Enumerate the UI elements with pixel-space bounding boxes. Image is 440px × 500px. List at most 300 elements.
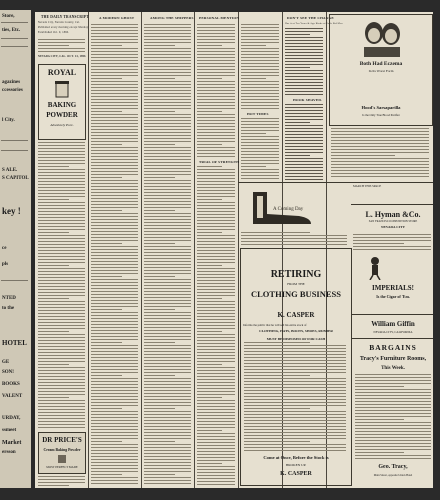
text-line (285, 152, 323, 153)
text-line (38, 322, 85, 323)
text-line (144, 195, 191, 196)
text-line (197, 144, 222, 145)
text-line (38, 271, 85, 272)
text-line (91, 183, 138, 184)
text-line (144, 216, 191, 217)
text-line (197, 376, 235, 377)
text-line (91, 246, 138, 247)
casper-headline-small: FROM THE (287, 282, 305, 286)
text-line (91, 303, 138, 304)
text-line (285, 34, 310, 35)
text-line (244, 390, 346, 391)
text-line (91, 321, 138, 322)
text-line (91, 168, 138, 169)
text-line (144, 366, 191, 367)
hyman-city: NEVADA CITY (381, 225, 405, 229)
text-line (197, 262, 235, 263)
text-line (241, 124, 279, 125)
casper-line: Informs the public that he will sell his entire stock of (243, 323, 307, 327)
text-line (91, 201, 138, 202)
text-line (91, 438, 138, 439)
text-line (144, 408, 175, 409)
text-line (144, 84, 191, 85)
masthead-title: THE DAILY TRANSCRIPT (41, 15, 89, 19)
dr-prices-tag: MOST PERFECT MADE (46, 465, 78, 469)
text-line (197, 457, 235, 458)
text-line (244, 360, 346, 361)
text-line (331, 140, 429, 141)
text-line (285, 67, 310, 68)
text-line (38, 476, 85, 477)
text-line (91, 294, 138, 295)
text-line (241, 232, 310, 233)
text-line (244, 399, 346, 400)
text-line (91, 435, 138, 436)
text-line (197, 166, 222, 167)
text-line (355, 374, 431, 375)
text-line (91, 381, 138, 382)
text-line (91, 372, 138, 373)
text-line (285, 28, 323, 29)
text-line (355, 407, 431, 408)
column-head: TRIAL OF STRENGTH (199, 160, 240, 164)
text-line (38, 217, 85, 218)
text-line (91, 348, 138, 349)
tracy-signature: Geo. Tracy, (378, 464, 408, 470)
text-line (91, 453, 138, 454)
text-line (38, 187, 85, 188)
text-line (38, 316, 85, 317)
text-line (285, 143, 323, 144)
text-line (38, 142, 85, 143)
text-line (197, 175, 235, 176)
text-line (144, 291, 191, 292)
text-line (38, 274, 85, 275)
text-line (331, 134, 429, 135)
text-line (91, 369, 138, 370)
text-line (38, 340, 85, 341)
text-line (144, 429, 191, 430)
text-line (91, 150, 138, 151)
section-rule (351, 338, 433, 339)
text-line (91, 288, 138, 289)
text-line (144, 150, 191, 151)
masthead-line: Published every morning except Monday (38, 26, 89, 29)
text-line (285, 161, 323, 162)
text-line (38, 226, 85, 227)
text-line (197, 39, 235, 40)
text-line (91, 297, 138, 298)
text-line (197, 153, 235, 154)
text-line (144, 252, 191, 253)
text-line (355, 392, 431, 393)
text-line (355, 398, 431, 399)
text-line (38, 268, 85, 269)
text-line (355, 434, 431, 435)
text-line (91, 366, 138, 367)
text-line (197, 114, 235, 115)
text-line (197, 232, 222, 233)
text-line (38, 244, 85, 245)
text-line (144, 390, 191, 391)
text-line (144, 348, 191, 349)
text-line (197, 442, 235, 443)
text-line (144, 144, 175, 145)
text-line (197, 310, 235, 311)
text-line (144, 288, 191, 289)
text-line (144, 357, 191, 358)
text-line (38, 349, 85, 350)
text-line (38, 310, 85, 311)
text-line (197, 193, 235, 194)
text-line (244, 396, 346, 397)
text-line (244, 366, 346, 367)
text-line (144, 237, 191, 238)
text-line (144, 441, 175, 442)
text-line (91, 105, 138, 106)
text-line (285, 149, 323, 150)
text-line (91, 198, 138, 199)
text-line (91, 129, 138, 130)
text-line (197, 478, 235, 479)
text-line (91, 342, 122, 343)
text-line (38, 45, 69, 46)
text-line (197, 190, 235, 191)
text-line (241, 127, 279, 128)
text-line (91, 399, 138, 400)
text-line (197, 147, 235, 148)
text-line (241, 54, 279, 55)
text-line (285, 82, 323, 83)
text-line (355, 458, 431, 459)
text-line (144, 201, 191, 202)
text-line (197, 349, 235, 350)
text-line (144, 420, 191, 421)
text-line (38, 325, 85, 326)
text-line (38, 208, 85, 209)
text-line (144, 165, 191, 166)
text-line (244, 405, 346, 406)
text-line (91, 81, 138, 82)
text-line (144, 69, 191, 70)
text-line (197, 150, 235, 151)
text-line (197, 57, 235, 58)
text-line (144, 447, 191, 448)
text-line (244, 417, 346, 418)
text-line (38, 148, 85, 149)
text-line (144, 156, 191, 157)
text-line (144, 33, 191, 34)
text-line (91, 93, 138, 94)
text-line (38, 280, 85, 281)
column-head: PERSONAL MENTION (199, 16, 240, 20)
text-line (144, 468, 191, 469)
text-line (355, 404, 431, 405)
text-line (241, 81, 279, 82)
text-line (91, 375, 122, 376)
text-line (285, 155, 310, 156)
text-line (91, 414, 138, 415)
text-line (197, 463, 222, 464)
text-line (197, 436, 235, 437)
text-line (197, 93, 235, 94)
text-line (38, 367, 85, 368)
strip-text: ties, Etc. (2, 28, 21, 33)
strip-text: HOTEL (2, 339, 27, 347)
text-line (91, 276, 122, 277)
text-line (244, 363, 346, 364)
text-line (197, 250, 235, 251)
text-line (91, 462, 138, 463)
tracy-sub: This Week. (381, 366, 405, 371)
text-line (91, 219, 138, 220)
text-line (241, 42, 279, 43)
text-line (197, 454, 235, 455)
text-line (38, 376, 85, 377)
text-line (38, 373, 85, 374)
text-line (144, 258, 191, 259)
text-line (355, 428, 431, 429)
text-line (241, 75, 279, 76)
text-line (244, 429, 346, 430)
text-line (144, 138, 191, 139)
text-line (353, 240, 431, 241)
text-line (244, 351, 346, 352)
text-line (241, 154, 279, 155)
text-line (144, 36, 191, 37)
text-line (197, 45, 222, 46)
text-line (355, 386, 404, 387)
text-line (144, 168, 191, 169)
text-line (241, 87, 279, 88)
text-line (197, 352, 235, 353)
text-line (331, 155, 395, 156)
text-line (91, 120, 138, 121)
casper-line: Come at Once, Before the Stock is (263, 455, 329, 460)
text-line (144, 135, 191, 136)
text-line (144, 279, 191, 280)
text-line (197, 24, 235, 25)
text-line (285, 137, 323, 138)
casper-signature: K. CASPER (280, 471, 312, 477)
text-line (91, 291, 138, 292)
text-line (38, 313, 85, 314)
tracy-name: Tracy's Furniture Rooms, (359, 356, 427, 362)
text-line (91, 204, 138, 205)
casper-line: CLOTHING, HATS, BOOTS, SHOES, RUBBER (259, 329, 333, 333)
text-line (285, 70, 323, 71)
text-line (38, 232, 69, 233)
text-line (144, 483, 191, 484)
text-line (38, 400, 85, 401)
text-line (91, 75, 138, 76)
text-line (197, 277, 235, 278)
text-line (197, 253, 235, 254)
text-line (144, 270, 191, 271)
text-line (244, 408, 310, 409)
text-line (91, 384, 138, 385)
text-line (241, 90, 279, 91)
text-line (244, 345, 346, 346)
text-line (144, 60, 191, 61)
text-line (244, 411, 346, 412)
text-line (197, 301, 235, 302)
text-line (91, 90, 138, 91)
text-line (285, 116, 323, 117)
text-line (197, 481, 235, 482)
casper-headline: RETIRING (270, 269, 322, 280)
text-line (144, 453, 191, 454)
text-line (197, 268, 235, 269)
text-line (91, 114, 138, 115)
text-line (91, 279, 138, 280)
text-line (91, 270, 138, 271)
text-line (91, 354, 138, 355)
text-line (91, 315, 138, 316)
text-line (197, 126, 235, 127)
text-line (285, 64, 323, 65)
text-line (91, 99, 138, 100)
text-line (144, 108, 191, 109)
text-line (244, 426, 346, 427)
text-line (197, 445, 235, 446)
royal-ad-top: ROYAL (47, 68, 77, 77)
text-line (197, 394, 235, 395)
text-line (197, 298, 222, 299)
text-line (144, 78, 175, 79)
text-line (144, 72, 191, 73)
text-line (355, 452, 404, 453)
text-line (285, 134, 323, 135)
text-line (197, 391, 235, 392)
strip-text: to the (2, 306, 15, 311)
text-line (38, 160, 85, 161)
text-line (91, 144, 122, 145)
text-line (241, 133, 266, 134)
text-line (91, 474, 122, 475)
text-line (197, 367, 235, 368)
text-line (241, 235, 347, 236)
shoe-sign-text: A Coming Day (273, 207, 304, 212)
text-line (91, 42, 138, 43)
text-line (331, 158, 429, 159)
text-line (91, 273, 138, 274)
text-line (197, 424, 235, 425)
text-line (285, 146, 323, 147)
text-line (244, 420, 346, 421)
text-line (197, 54, 235, 55)
text-line (91, 420, 138, 421)
text-line (38, 253, 85, 254)
text-line (91, 261, 138, 262)
text-line (241, 78, 266, 79)
text-line (91, 189, 138, 190)
text-line (144, 198, 191, 199)
text-line (197, 415, 235, 416)
text-line (38, 382, 85, 383)
royal-ad-sub: Absolutely Pure. (50, 123, 74, 127)
text-line (241, 160, 279, 161)
text-line (197, 84, 235, 85)
text-line (91, 117, 138, 118)
text-line (197, 331, 222, 332)
text-line (38, 184, 85, 185)
text-line (355, 410, 431, 411)
text-line (197, 364, 222, 365)
text-line (197, 87, 235, 88)
strip-text: URDAY, (2, 416, 21, 421)
text-line (244, 342, 310, 343)
text-line (144, 381, 191, 382)
text-line (91, 483, 138, 484)
text-line (91, 243, 122, 244)
text-line (197, 397, 222, 398)
text-line (197, 283, 235, 284)
text-line (38, 364, 69, 365)
text-line (91, 447, 138, 448)
text-line (285, 37, 323, 38)
text-line (241, 121, 279, 122)
text-line (285, 49, 323, 50)
royal-baking-powder-ad (38, 64, 86, 140)
text-line (285, 46, 323, 47)
text-line (197, 214, 235, 215)
text-line (38, 295, 85, 296)
text-line (144, 393, 191, 394)
text-line (38, 214, 85, 215)
strip-text: agazines (2, 80, 21, 85)
text-line (38, 289, 85, 290)
text-line (353, 246, 431, 247)
text-line (91, 387, 138, 388)
text-line (285, 122, 310, 123)
text-line (197, 466, 235, 467)
text-line (38, 394, 85, 395)
text-line (144, 42, 191, 43)
text-line (144, 54, 191, 55)
strip-text: BOOKS (2, 382, 20, 387)
text-line (144, 111, 175, 112)
text-line (144, 342, 175, 343)
text-line (91, 96, 138, 97)
text-line (197, 226, 235, 227)
text-line (144, 309, 175, 310)
text-line (38, 277, 85, 278)
text-line (91, 66, 138, 67)
text-line (144, 174, 191, 175)
strip-text: key ! (2, 206, 21, 216)
text-line (241, 30, 279, 31)
text-line (197, 223, 235, 224)
text-line (355, 440, 431, 441)
text-line (241, 130, 279, 131)
text-line (38, 145, 85, 146)
tracy-address: Main Street, opposite Union Hotel (373, 474, 413, 477)
text-line (197, 343, 235, 344)
text-line (38, 418, 85, 419)
text-line (144, 459, 191, 460)
text-line (197, 460, 235, 461)
strip-text: ssmeet (2, 428, 17, 433)
text-line (144, 246, 191, 247)
text-line (38, 163, 85, 164)
text-line (91, 411, 138, 412)
text-line (197, 358, 235, 359)
text-line (38, 409, 85, 410)
text-line (197, 403, 235, 404)
text-line (91, 468, 138, 469)
text-line (197, 36, 235, 37)
